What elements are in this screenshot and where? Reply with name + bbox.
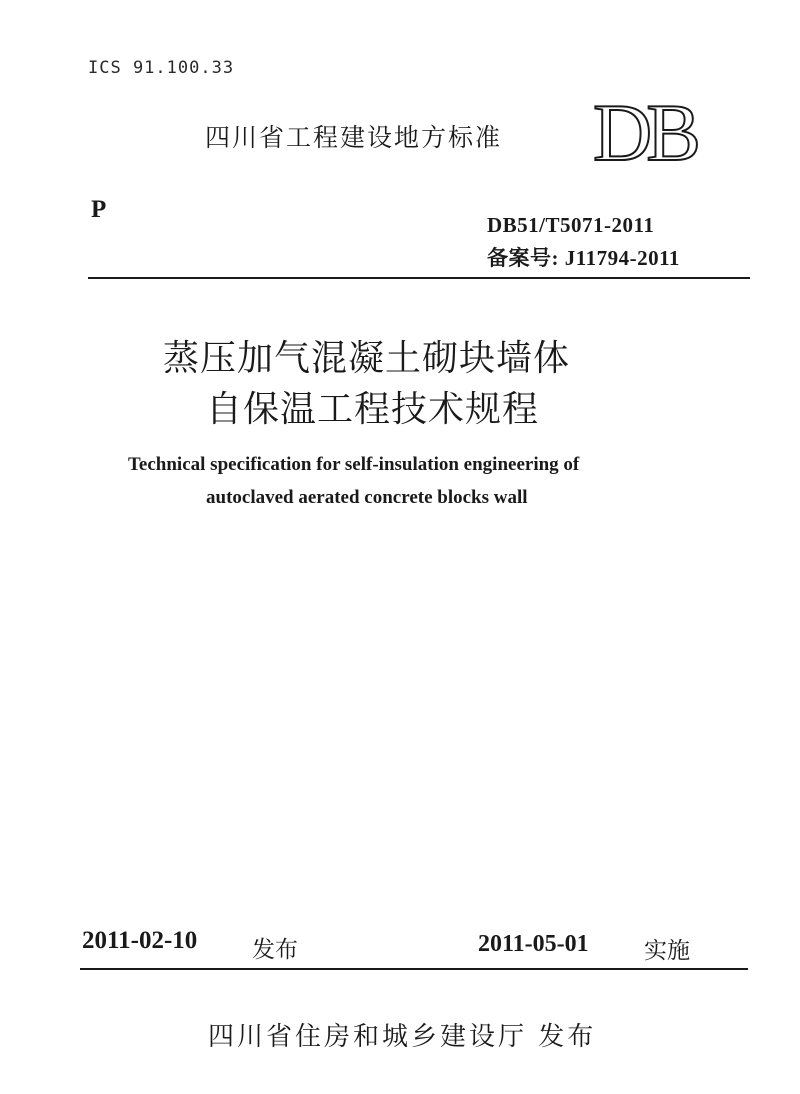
classification-letter: P [91, 196, 107, 223]
ics-code: ICS 91.100.33 [88, 58, 235, 78]
english-title-line-2: autoclaved aerated concrete blocks wall [206, 487, 528, 508]
issuing-authority: 四川省住房和城乡建设厅 发布 [208, 1022, 597, 1052]
implementation-date: 2011-05-01 [478, 931, 589, 957]
implementation-label: 实施 [644, 938, 690, 964]
english-title-line-1: Technical specification for self-insulation engineering of [128, 454, 580, 475]
record-number: 备案号: J11794-2011 [487, 246, 680, 270]
chinese-title-line-1: 蒸压加气混凝土砌块墙体 [163, 338, 571, 379]
issue-label: 发布 [252, 937, 298, 963]
standard-type-heading: 四川省工程建设地方标准 [205, 123, 503, 152]
header-divider [88, 277, 750, 279]
standard-number: DB51/T5071-2011 [487, 213, 655, 237]
chinese-title-line-2: 自保温工程技术规程 [206, 389, 540, 430]
footer-divider [80, 968, 748, 970]
issue-date: 2011-02-10 [82, 927, 198, 954]
db-logo: DB [593, 87, 695, 178]
